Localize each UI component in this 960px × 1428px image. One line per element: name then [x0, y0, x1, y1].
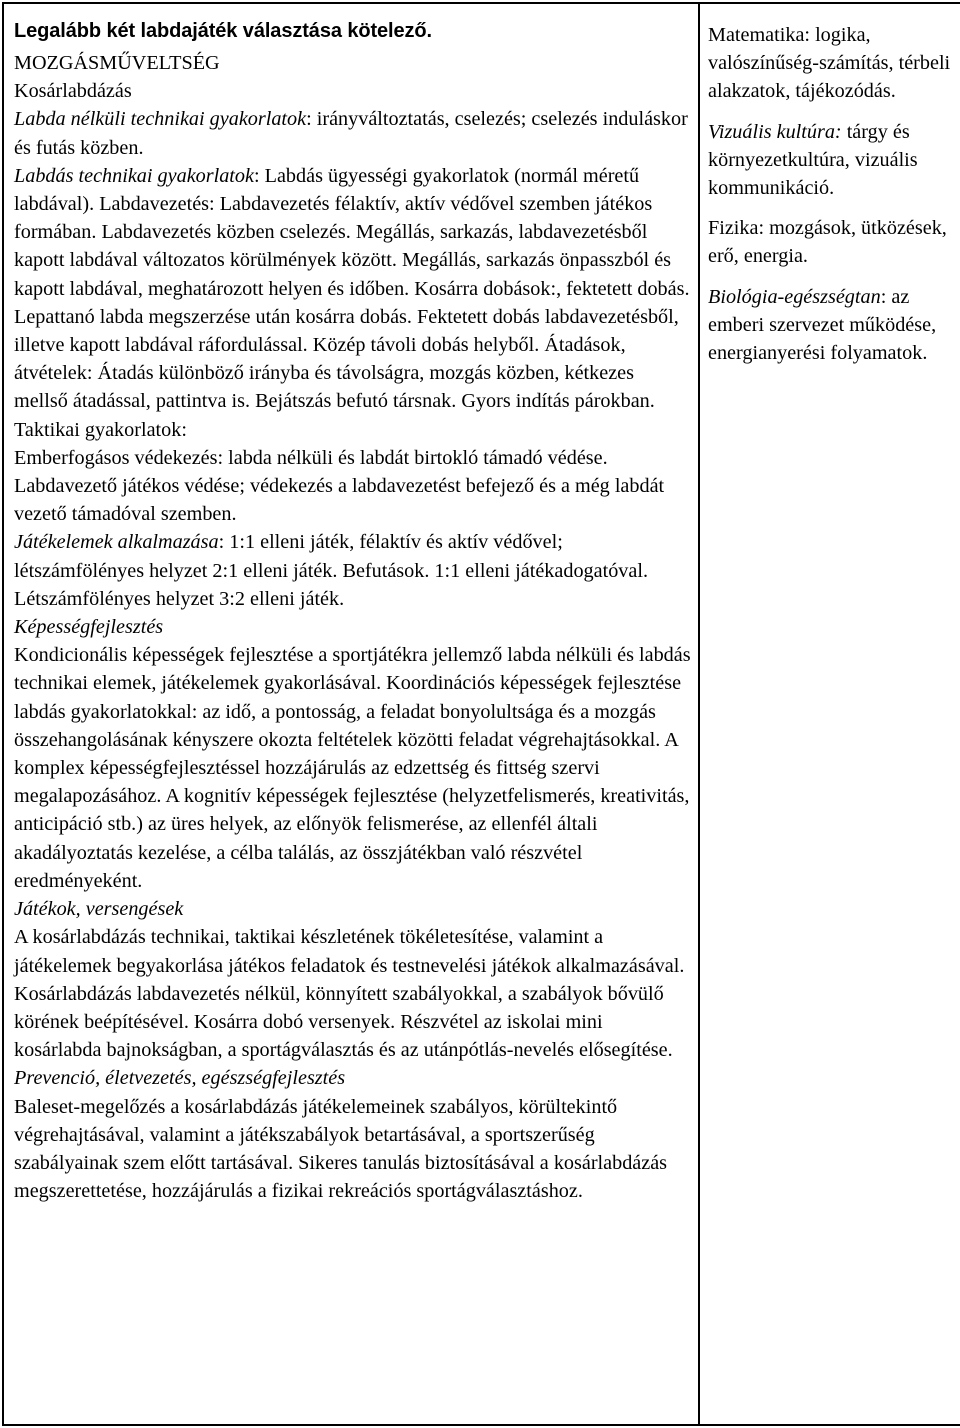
- main-content-cell: [3, 3, 699, 1425]
- skill-development-paragraph: Kondicionális képességek fejlesztése a sportjátékra jellemző labda nélküli és labdás technikai elemek, játékelemek gyakorlásával. Koordinációs képességek fejlesztése labdás gyakorlatokkal: az idő, a pontosság, a feladat bonyolultsága és a mozgás összehangolásának kényszere okozta feltételek közötti feladat végrehajtásokkal. A komplex képességfejlesztéssel hozzájárulás az edzettség és fittség szervi megalapozásához. A kognitív képességek fejlesztése (helyzetfelismerés, kreativitás, anticipáció stb.) az üres helyek, az előnyök felismerése, az ellenfél általi akadályoztatás kezelése, a célba találás, az összjátékban való részvétel eredményeként.: [14, 644, 691, 892]
- biology-text: : az emberi szervezet működése, energianyerési folyamatok.: [708, 285, 937, 365]
- ball-technique-text: : Labdás ügyességi gyakorlatok (normál méretű labdával). Labdavezetés: Labdavezetés félaktív, aktív védővel szemben játékos formában. Labdavezetés közben cselezés. Megállás, sarkazás, labdavezetésből kapott labdával változatos körülmények között. Megállás, sarkazás önpasszból és kapott labdával, meghatározott helyen és időben. Kosárra dobások:, fektetett dobás. Lepattanó labda megszerzése után kosárra dobás. Fektetett dobás labdavezetésből, illetve kapott labdával ráfordulással. Közép távoli dobás helyből. Átadások, átvételek: Átadás különböző irányba és távolságra, mozgás közben, kétkezes mellső átadással, pattintva is. Bejátszás befutó társnak. Gyors indítás párokban.: [14, 164, 690, 413]
- ball-technique-paragraph: [14, 162, 692, 416]
- cross-curricular-cell: [699, 3, 960, 1425]
- biology-link: [708, 283, 955, 368]
- biology-label: Biológia-egészségtan: [708, 285, 881, 308]
- defense-paragraph: Emberfogásos védekezés: labda nélküli és labdát birtokló támadó védése. Labdavezető játékos védése; védekezés a labdavezetést befejező és a még labdát vezető támadóval szemben.: [14, 446, 665, 526]
- skill-development-heading: Képességfejlesztés: [14, 616, 164, 639]
- visual-culture-text: tárgy és környezetkultúra, vizuális kommunikáció.: [708, 120, 918, 200]
- ballless-technique-label: Labda nélküli technikai gyakorlatok: [14, 108, 307, 131]
- ballless-technique-paragraph: [14, 105, 692, 161]
- prevention-heading: Prevenció, életvezetés, egészségfejlesztés: [14, 1067, 346, 1090]
- game-elements-paragraph: [14, 528, 692, 613]
- requirement-heading: Legalább két labdajáték választása kötelező.: [14, 20, 433, 42]
- curriculum-table: [2, 2, 960, 1426]
- visual-culture-link: [708, 118, 955, 203]
- game-elements-text: : 1:1 elleni játék, félaktív és aktív védővel; létszámfölényes helyzet 2:1 elleni játék. Befutások. 1:1 elleni játékadogatóval. Létszámfölényes helyzet 3:2 elleni játék.: [14, 531, 649, 610]
- games-paragraph: A kosárlabdázás technikai, taktikai készletének tökéletesítése, valamint a játékelemek begyakorlása játékos feladatok és testnevelési játékok alkalmazásával. Kosárlabdázás labdavezetés nélkül, könnyített szabályokkal, a szabályok bővülő körének beépítésével. Kosárra dobó versenyek. Részvétel az iskolai mini kosárlabda bajnokságban, a sportágválasztás és az utánpótlás-nevelés elősegítése.: [14, 926, 685, 1062]
- sport-title: Kosárlabdázás: [14, 80, 132, 103]
- math-link: Matematika: logika, valószínűség-számítás, térbeli alakzatok, tájékozódás.: [708, 24, 951, 103]
- tactical-title: Taktikai gyakorlatok:: [14, 418, 187, 441]
- ballless-technique-text: : irányváltoztatás, cselezés; cselezés induláskor és futás közben.: [14, 108, 688, 159]
- section-title: MOZGÁSMŰVELTSÉG: [14, 52, 220, 74]
- prevention-paragraph: Baleset-megelőzés a kosárlabdázás játékelemeinek szabályos, körültekintő végrehajtásával, valamint a játékszabályok betartásával, a sportszerűség szabályainak szem előtt tartásával. Sikeres tanulás biztosításával a kosárlabdázás megszerettetése, hozzájárulás a fizikai rekreációs sportágválasztáshoz.: [14, 1095, 668, 1203]
- table-row: [3, 3, 960, 1425]
- ball-technique-label: Labdás technikai gyakorlatok: [14, 164, 254, 187]
- visual-culture-label: Vizuális kultúra:: [708, 120, 842, 143]
- games-heading: Játékok, versengések: [14, 898, 184, 921]
- game-elements-label: Játékelemek alkalmazása: [14, 531, 219, 554]
- physics-link: Fizika: mozgások, ütközések, erő, energia.: [708, 217, 947, 268]
